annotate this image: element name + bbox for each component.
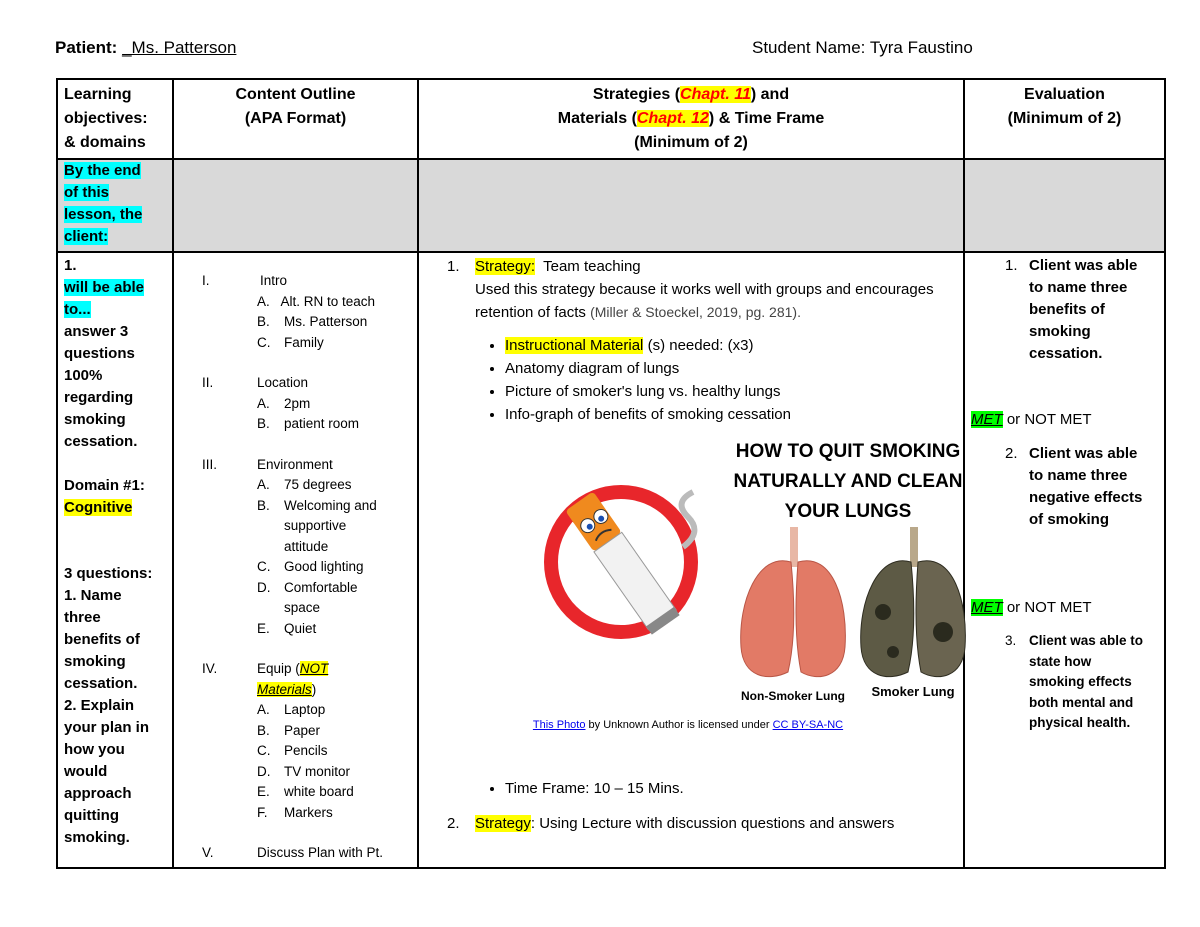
outline-cell [173, 252, 418, 868]
col-evaluation-header [964, 79, 1165, 159]
outline-item [202, 496, 411, 558]
col2-line: (APA Format) [244, 110, 347, 127]
outline-item [202, 762, 411, 783]
objective-highlight: will be able [64, 279, 145, 296]
outline-item [202, 475, 411, 496]
item-text: Quiet [284, 620, 317, 636]
non-smoker-caption: Non-Smoker Lung [741, 689, 845, 703]
col1-line: objectives: [64, 110, 148, 127]
item-text: Alt. RN to teach [280, 293, 376, 309]
strategy-text: : Using Lecture with discussion questions and answers [530, 815, 895, 832]
evaluation-cell [964, 252, 1165, 868]
item-text: Good lighting [284, 559, 364, 574]
license-link[interactable]: CC BY-SA-NC [772, 719, 844, 731]
question-line: benefits of [64, 631, 140, 648]
eval-number: 1. [1005, 257, 1018, 274]
objective-highlight: to... [64, 301, 91, 318]
strategy-number: 2. [447, 815, 460, 832]
section-title: Discuss Plan with Pt. [257, 845, 384, 860]
evaluation-2 [971, 443, 1158, 531]
col3-text: ) and [750, 86, 790, 103]
intro-line: lesson, the [64, 206, 143, 223]
image-title-line: NATURALLY AND CLEAN [733, 471, 963, 492]
item-letter: C. [257, 559, 271, 574]
met-status-1 [971, 409, 1158, 431]
evaluation-1 [971, 255, 1158, 365]
section-title: Environment [257, 456, 333, 472]
section-title: Location [257, 375, 309, 390]
item-letter: C. [257, 743, 271, 758]
outline-item [202, 414, 411, 435]
intro-row [57, 159, 1165, 252]
item-letter: B. [257, 722, 270, 738]
credit-text: by Unknown Author is licensed under [585, 719, 773, 731]
outline-item [202, 557, 411, 578]
item-letter: B. [257, 497, 270, 513]
objectives-cell [57, 252, 173, 868]
not-met-label: or NOT MET [1002, 411, 1092, 428]
section-title: Equip ( [257, 661, 300, 676]
smoker-caption: Smoker Lung [871, 684, 955, 699]
roman-numeral: V. [202, 845, 214, 860]
quit-smoking-illustration [543, 432, 983, 712]
question-line: cessation. [64, 675, 138, 692]
item-letter: D. [257, 763, 271, 779]
evaluation-3 [971, 631, 1158, 734]
question-line: your plan in [64, 719, 150, 736]
outline-section [202, 843, 411, 864]
item-letter: C. [257, 334, 271, 350]
chapter-12-ref: Chapt. 12 [636, 110, 709, 127]
col-strategies-header [418, 79, 964, 159]
item-text: white board [284, 784, 354, 799]
image-credit [419, 714, 957, 737]
item-text: Laptop [284, 702, 326, 717]
intro-line: of this [64, 184, 109, 201]
section-title: Intro [260, 273, 288, 288]
eval-text: Client was able to name three benefits of smoking cessation. [1029, 257, 1138, 362]
strategy-1 [447, 255, 957, 278]
item-letter: A. [257, 293, 270, 309]
grey-cell [173, 159, 418, 252]
student-name: Student Name: Tyra Faustino [752, 38, 973, 57]
question-line: approach [64, 785, 132, 802]
item-text: Ms. Patterson [284, 314, 368, 329]
strategy-label: Strategy [475, 815, 531, 832]
time-frame-list [455, 777, 957, 800]
col2-line: Content Outline [235, 86, 356, 103]
eval-text: Client was able to name three negative effects of smoking [1029, 445, 1143, 528]
question-line: smoking. [64, 829, 130, 846]
item-letter: B. [257, 314, 270, 329]
col3-text: Materials ( [557, 110, 637, 127]
not-met-label: or NOT MET [1002, 599, 1092, 616]
outline-section [202, 659, 411, 700]
met-label: MET [971, 411, 1003, 428]
item-text: Comfortable space [284, 579, 358, 615]
domain-value: Cognitive [64, 499, 133, 516]
outline-item [202, 741, 411, 762]
outline-item [202, 292, 411, 313]
intro-cell [57, 159, 173, 252]
teaching-plan-table [56, 78, 1166, 869]
item-text: Paper [284, 722, 321, 738]
strategy-number: 1. [447, 258, 460, 275]
item-text: 75 degrees [284, 477, 352, 492]
eval-number: 2. [1005, 445, 1018, 462]
question-line: smoking [64, 653, 126, 670]
intro-line: By the end [64, 162, 141, 179]
outline-item [202, 333, 411, 354]
col3-text: ) & Time Frame [708, 110, 825, 127]
outline-section [202, 373, 411, 394]
quit-smoking-image [543, 432, 983, 712]
image-title-line: YOUR LUNGS [784, 501, 912, 522]
col3-line-2 [425, 107, 957, 131]
materials-header [505, 334, 957, 357]
outline-section [202, 271, 411, 292]
outline-item [202, 700, 411, 721]
objective-line: cessation. [64, 433, 138, 450]
col-objectives-header [57, 79, 173, 159]
met-label: MET [971, 599, 1003, 616]
citation: (Miller & Stoeckel, 2019, pg. 281). [590, 304, 801, 320]
item-letter: A. [257, 477, 270, 492]
chapter-11-ref: Chapt. 11 [680, 86, 751, 103]
objective-line: answer 3 [64, 323, 129, 340]
item-text: Pencils [284, 743, 328, 758]
patient-label: Patient: [55, 38, 118, 57]
roman-numeral: III. [202, 456, 218, 472]
grey-cell [418, 159, 964, 252]
roman-numeral: IV. [202, 661, 218, 676]
question-line: 3 questions: [64, 565, 153, 582]
item-text: Family [284, 334, 324, 350]
smoker-lungs [861, 527, 966, 677]
rationale-text: Used this strategy because it works well with groups and encourages retention of facts [475, 281, 934, 321]
grey-cell [964, 159, 1165, 252]
intro-line: client: [64, 228, 109, 245]
outline-item [202, 782, 411, 803]
item-text: Markers [284, 804, 333, 820]
outline-item [202, 803, 411, 824]
item-letter: B. [257, 416, 270, 431]
outline-item [202, 721, 411, 742]
header-row [57, 79, 1165, 159]
item-letter: A. [257, 395, 270, 411]
item-letter: F. [257, 804, 268, 820]
outline-item [202, 578, 411, 619]
met-status-2 [971, 597, 1158, 619]
photo-link[interactable]: This Photo [532, 719, 586, 731]
patient-name: _Ms. Patterson [122, 38, 237, 57]
strategy-1-rationale [447, 278, 957, 324]
col-outline-header [173, 79, 418, 159]
materials-text: (s) needed: (x3) [643, 337, 754, 354]
item-text: Welcoming and supportive attitude [284, 497, 377, 554]
roman-numeral: I. [202, 273, 210, 288]
time-frame: • Time Frame: 10 – 15 Mins. [505, 777, 957, 800]
question-line: 2. Explain [64, 697, 135, 714]
eval-number: 3. [1005, 633, 1017, 648]
healthy-lungs [741, 527, 846, 677]
strategy-2 [447, 812, 957, 835]
not-materials-note: NOT Materials [257, 661, 329, 697]
col4-line: (Minimum of 2) [1007, 110, 1122, 127]
content-row [57, 252, 1165, 868]
strategy-label: Strategy: [475, 258, 536, 275]
outline-section [202, 455, 411, 476]
materials-list [455, 334, 957, 426]
patient-header [55, 38, 236, 58]
objective-line: smoking [64, 411, 126, 428]
item-letter: D. [257, 579, 271, 595]
objective-line: regarding [64, 389, 134, 406]
strategies-cell [418, 252, 964, 868]
eval-text: Client was able to state how smoking effects both mental and physical health. [1029, 633, 1144, 730]
item-letter: E. [257, 784, 270, 799]
item-text: TV monitor [284, 763, 351, 779]
question-line: 1. Name [64, 587, 122, 604]
objective-line: questions [64, 345, 135, 362]
item-text: patient room [284, 416, 360, 431]
question-line: three [64, 609, 101, 626]
col1-line: Learning [64, 86, 132, 103]
material-item: • Anatomy diagram of lungs [505, 357, 957, 380]
image-title-line: HOW TO QUIT SMOKING [735, 441, 961, 462]
section-title: ) [311, 681, 317, 697]
outline-item [202, 312, 411, 333]
objective-number: 1. [64, 257, 77, 274]
col3-line-3: (Minimum of 2) [634, 134, 748, 151]
question-line: quitting [64, 807, 119, 824]
domain-label: Domain #1: [64, 477, 145, 494]
materials-label: Instructional Material [505, 337, 644, 354]
item-text: 2pm [284, 395, 311, 411]
material-item: • Picture of smoker's lung vs. healthy lungs [505, 380, 957, 403]
question-line: how you [64, 741, 125, 758]
item-letter: E. [257, 620, 270, 636]
col3-line-1 [425, 83, 957, 107]
roman-numeral: II. [202, 375, 214, 390]
col3-text: Strategies ( [592, 86, 681, 103]
col1-line: & domains [64, 134, 146, 151]
item-letter: A. [257, 702, 270, 717]
outline-item [202, 394, 411, 415]
col4-line: Evaluation [1024, 86, 1105, 103]
outline-item [202, 619, 411, 640]
question-line: would [64, 763, 108, 780]
material-item: • Info-graph of benefits of smoking cessation [505, 403, 957, 426]
strategy-text: Team teaching [535, 258, 641, 275]
objective-line: 100% [64, 367, 103, 384]
